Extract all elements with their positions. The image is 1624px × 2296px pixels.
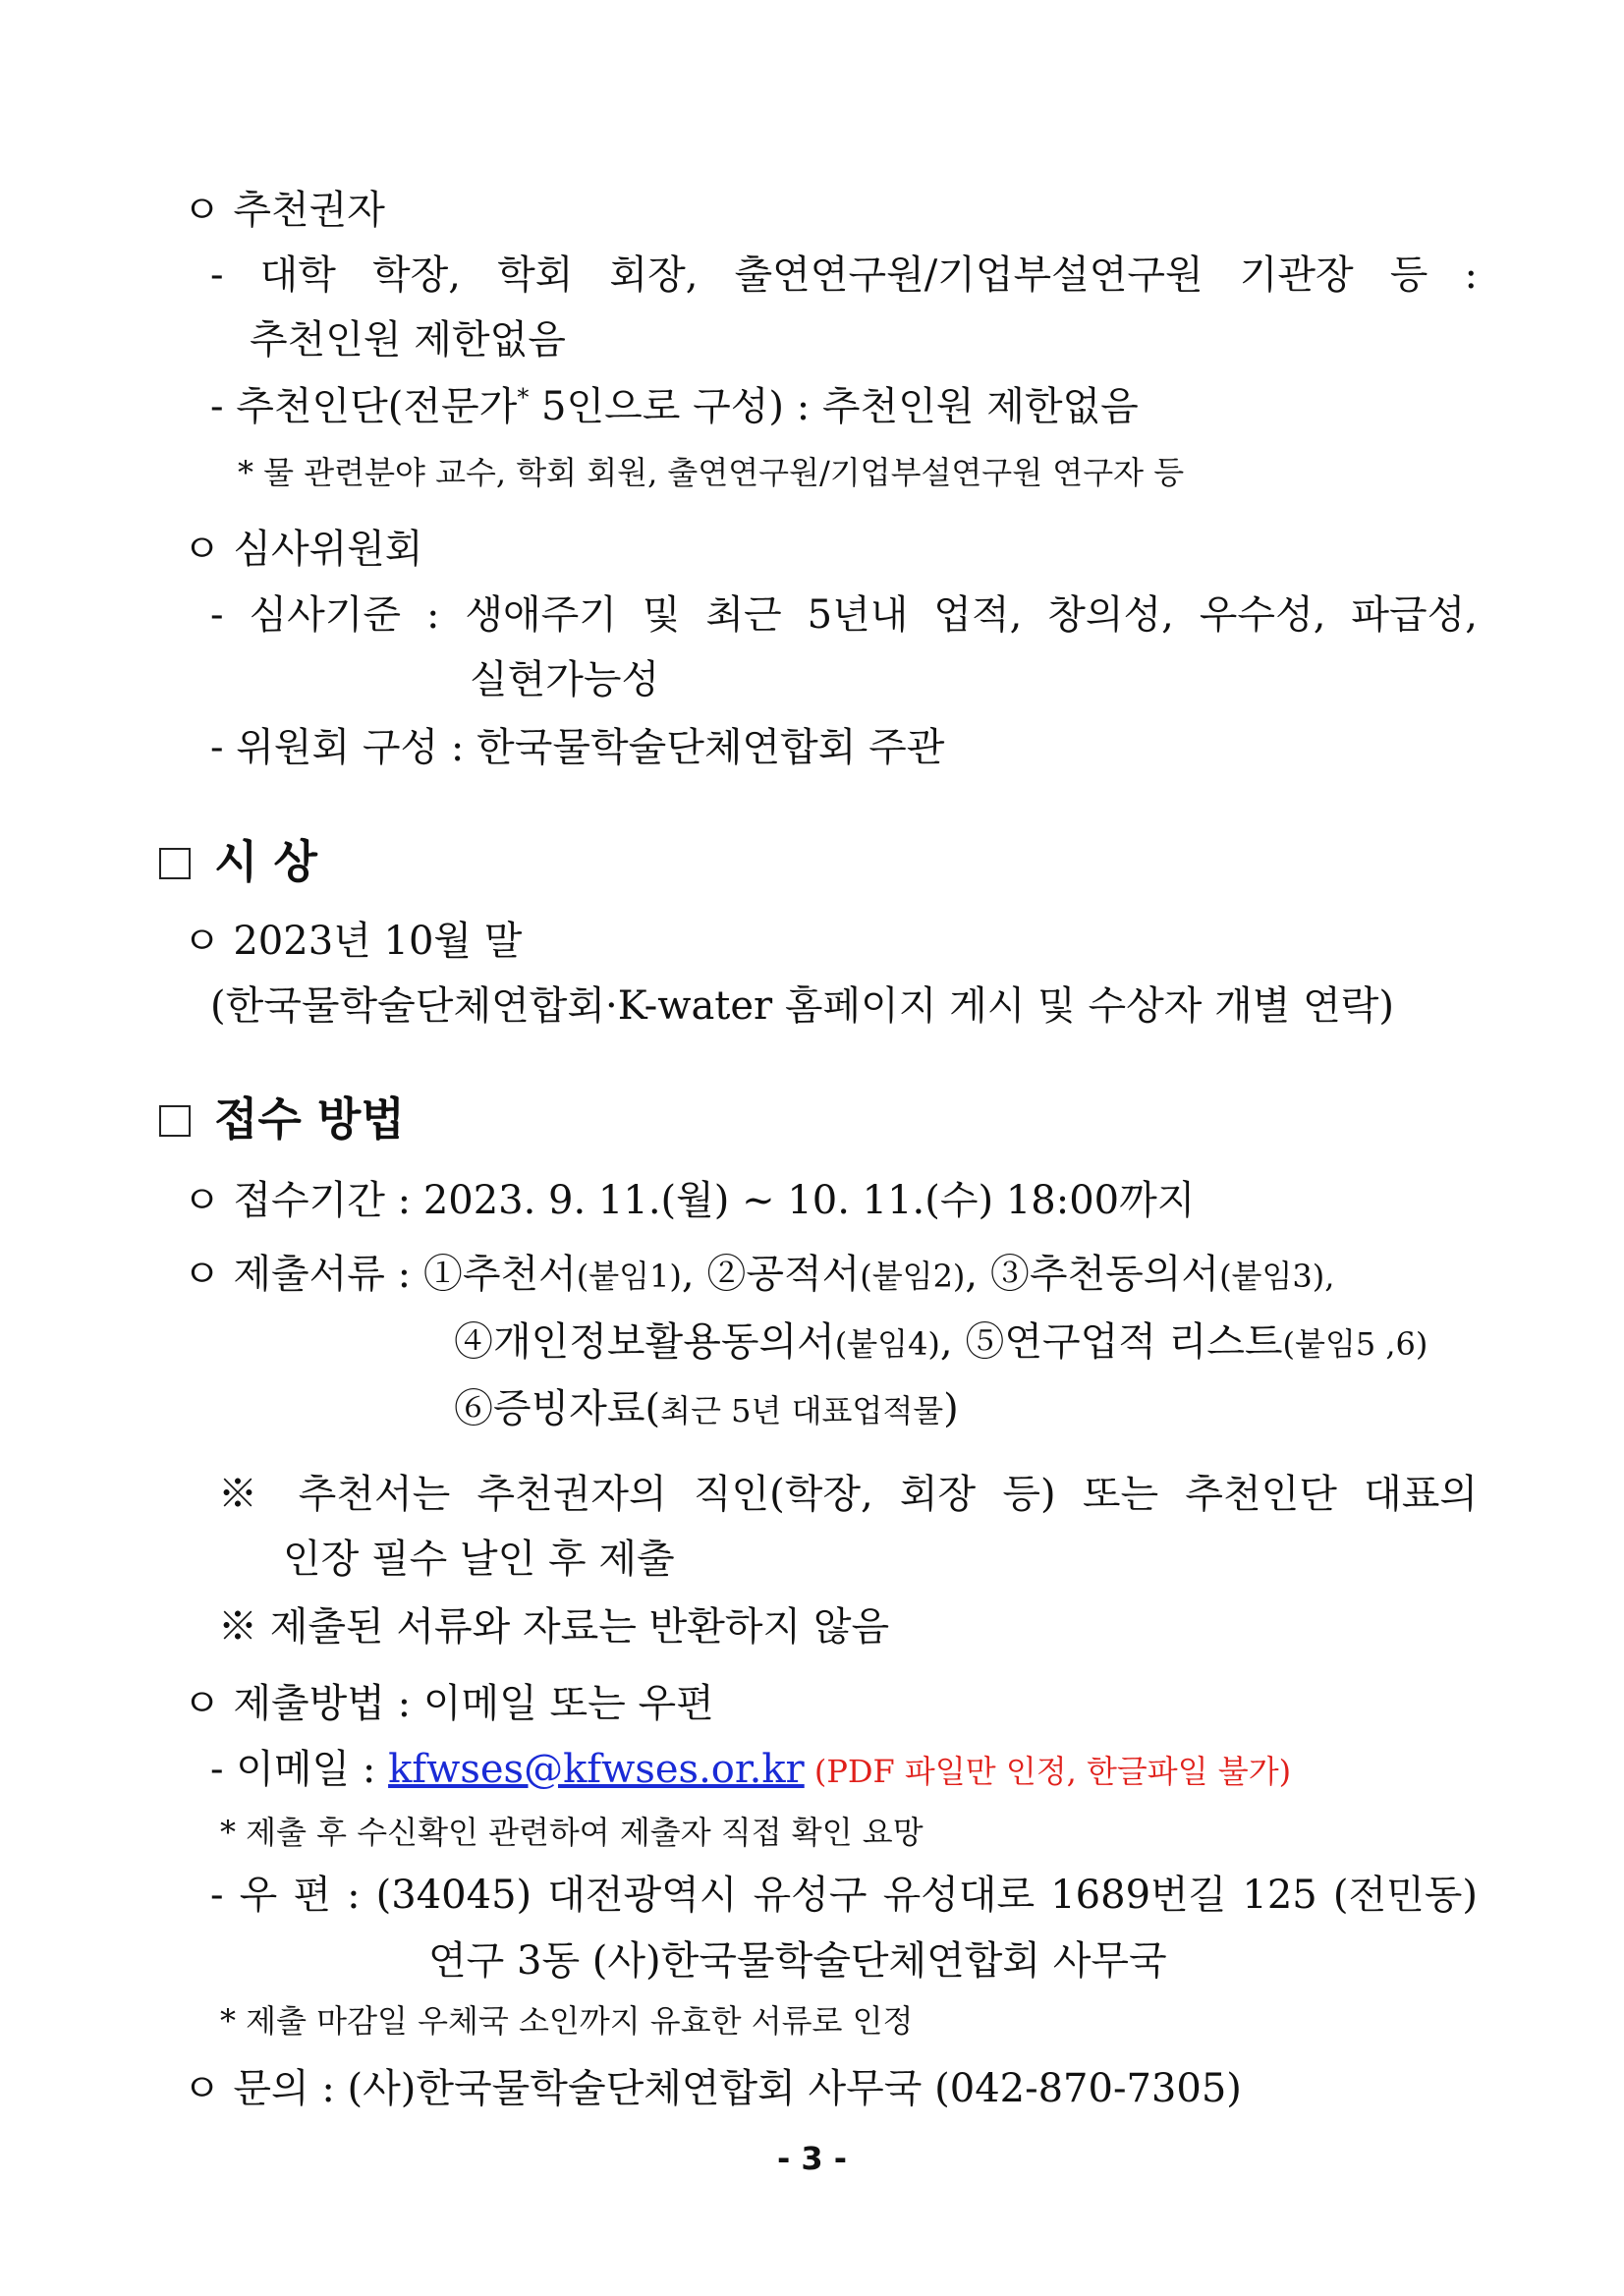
submission-post-sub: * 제출 마감일 우체국 소인까지 유효한 서류로 인정 (220, 2002, 914, 2040)
submission-method: ㅇ 제출방법 : 이메일 또는 우편 (183, 1681, 714, 1726)
award-date: ㅇ 2023년 10월 말 (183, 919, 523, 964)
recommender-line1: - 대학 학장, 학회 회장, 출연연구원/기업부설연구원 기관장 등 : (210, 252, 1478, 298)
committee-line2: - 위원회 구성 : 한국물학술단체연합회 주관 (210, 725, 945, 770)
submission-docs-line1: ㅇ 제출서류 : ①추천서(붙임1), ②공적서(붙임2), ③추천동의서(붙임3), (183, 1252, 1335, 1297)
submission-contact: ㅇ 문의 : (사)한국물학술단체연합회 사무국 (042-870-7305) (183, 2066, 1242, 2111)
submission-heading: 접수 방법 (159, 1092, 405, 1147)
submission-post-line2: 연구 3동 (사)한국물학술단체연합회 사무국 (428, 1938, 1167, 1984)
committee-line1: - 심사기준 : 생애주기 및 최근 5년내 업적, 창의성, 우수성, 파급성, (210, 592, 1478, 638)
submission-remark1: ※ 추천서는 추천권자의 직인(학장, 회장 등) 또는 추천인단 대표의 (218, 1472, 1478, 1517)
submission-period: ㅇ 접수기간 : 2023. 9. 11.(월) ~ 10. 11.(수) 18:00까지 (183, 1178, 1196, 1223)
recommender-line1b: 추천인원 제한없음 (250, 317, 566, 363)
submission-post-line1: - 우 편 : (34045) 대전광역시 유성구 유성대로 1689번길 125 (전민동) (210, 1873, 1478, 1918)
recommender-title: ㅇ 추천권자 (183, 188, 385, 233)
checkbox-square-icon (159, 1105, 191, 1137)
submission-email-sub: * 제출 후 수신확인 관련하여 제출자 직접 확인 요망 (220, 1814, 924, 1851)
email-link[interactable]: kfwses@kfwses.or.kr (388, 1747, 805, 1792)
submission-docs-line3: ⑥증빙자료(최근 5년 대표업적물) (454, 1386, 959, 1431)
submission-email-line: - 이메일 : kfwses@kfwses.or.kr (PDF 파일만 인정, 한글파일 불가) (210, 1747, 1292, 1792)
recommender-note: * 물 관련분야 교수, 학회 회원, 출연연구원/기업부설연구원 연구자 등 (238, 454, 1185, 491)
committee-line1b: 실현가능성 (470, 657, 660, 702)
checkbox-square-icon (159, 848, 191, 879)
committee-title: ㅇ 심사위원회 (183, 527, 423, 572)
submission-docs-line2: ④개인정보활용동의서(붙임4), ⑤연구업적 리스트(붙임5 ,6) (454, 1319, 1428, 1365)
submission-remark2: ※ 제출된 서류와 자료는 반환하지 않음 (218, 1604, 890, 1650)
email-note: (PDF 파일만 인정, 한글파일 불가) (804, 1753, 1292, 1790)
recommender-line2: - 추천인단(전문가* 5인으로 구성) : 추천인원 제한없음 (210, 383, 1139, 429)
submission-remark1b: 인장 필수 날인 후 제출 (283, 1537, 675, 1582)
award-notice: (한국물학술단체연합회·K-water 홈페이지 게시 및 수상자 개별 연락) (210, 983, 1395, 1029)
page-number: - 3 - (776, 2140, 848, 2177)
award-heading: 시 상 (159, 835, 317, 889)
